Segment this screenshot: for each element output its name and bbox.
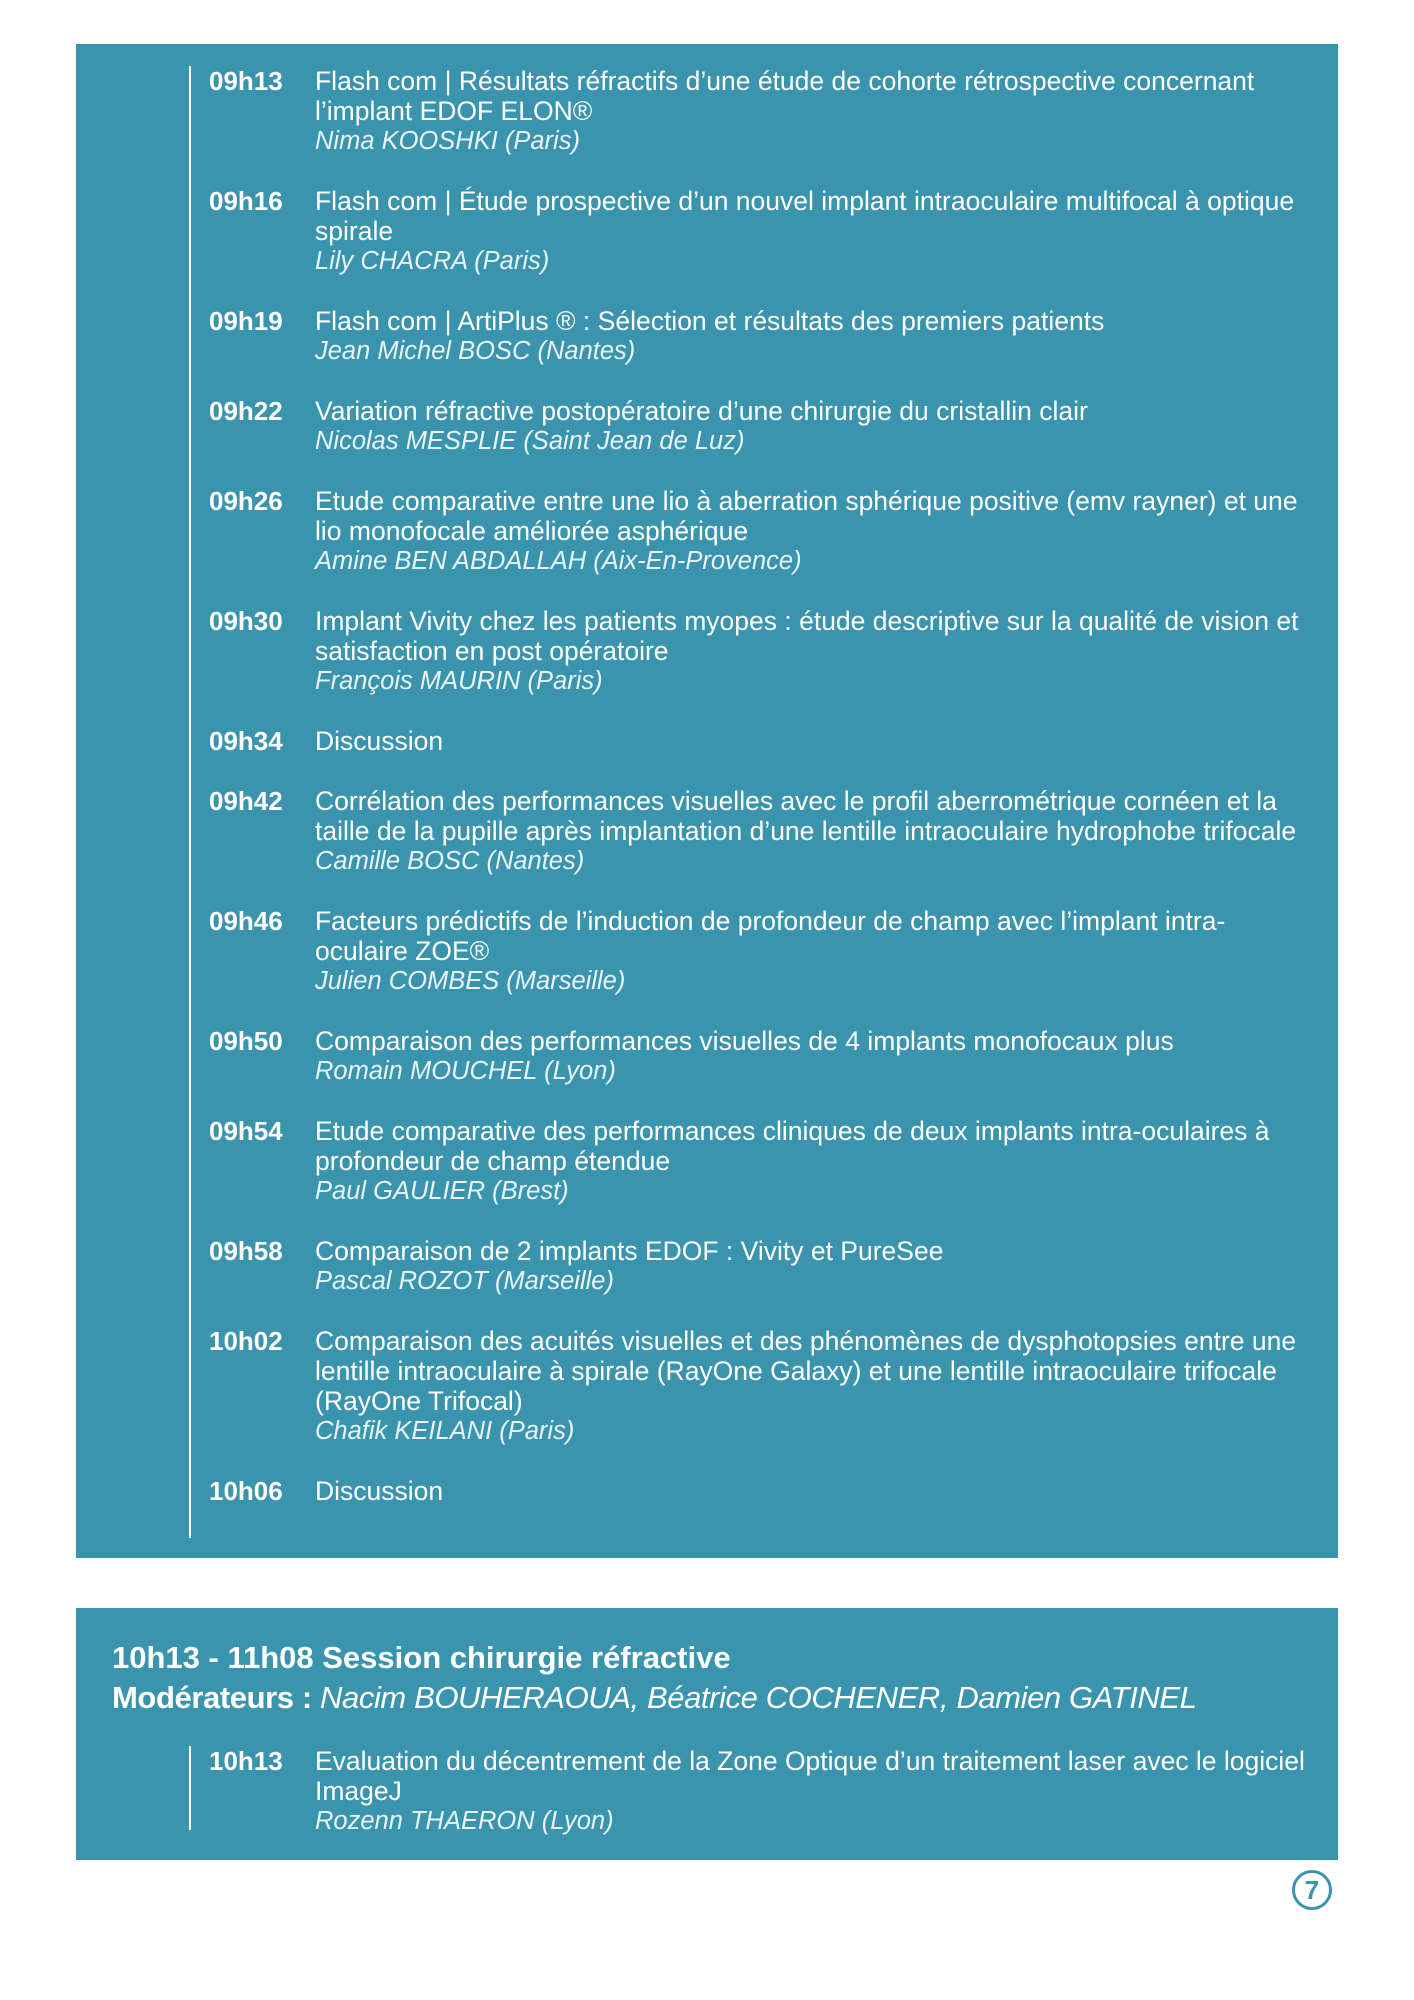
item-title: Etude comparative des performances cliniques de deux implants intra-oculaires à profondeur de champ étendue	[315, 1116, 1270, 1176]
program-item-discussion	[191, 1476, 1318, 1506]
program-panel	[76, 44, 1338, 1558]
item-title: Discussion	[315, 1476, 444, 1506]
item-title: Flash com | Résultats réfractifs d’une étude de cohorte rétrospective concernant l’implant EDOF ELON®	[315, 66, 1255, 126]
item-content	[315, 1326, 1318, 1446]
item-content	[315, 1116, 1318, 1206]
item-time: 10h06	[209, 1476, 283, 1506]
session-header	[112, 1638, 1318, 1718]
item-time: 09h19	[209, 306, 283, 336]
item-content	[315, 1026, 1318, 1086]
item-speaker: Paul GAULIER (Brest)	[315, 1177, 569, 1205]
item-time: 09h42	[209, 786, 283, 816]
program-item	[191, 786, 1318, 876]
item-speaker: Jean Michel BOSC (Nantes)	[315, 337, 636, 365]
program-item	[191, 306, 1318, 366]
session-panel	[76, 1608, 1338, 1860]
program-item	[191, 1236, 1318, 1296]
item-content	[315, 606, 1318, 696]
item-time: 09h46	[209, 906, 283, 936]
program-item-discussion	[191, 726, 1318, 756]
program-item	[191, 606, 1318, 696]
item-title: Flash com | ArtiPlus ® : Sélection et résultats des premiers patients	[315, 306, 1105, 336]
program-item	[191, 66, 1318, 156]
item-title: Evaluation du décentrement de la Zone Optique d’un traitement laser avec le logiciel ImageJ	[315, 1746, 1305, 1806]
item-content	[315, 66, 1318, 156]
session-list	[189, 1746, 1318, 1835]
program-item	[191, 1026, 1318, 1086]
item-title: Etude comparative entre une lio à aberration sphérique positive (emv rayner) et une lio monofocale améliorée asphérique	[315, 486, 1298, 546]
item-time: 10h13	[209, 1746, 283, 1776]
item-time: 09h22	[209, 396, 283, 426]
item-time: 09h54	[209, 1116, 283, 1146]
program-item	[191, 186, 1318, 276]
item-content	[315, 186, 1318, 276]
program-item	[191, 1116, 1318, 1206]
item-content	[315, 726, 1318, 756]
item-time: 09h13	[209, 66, 283, 96]
item-time: 09h30	[209, 606, 283, 636]
item-time: 09h16	[209, 186, 283, 216]
moderators-names: Nacim BOUHERAOUA, Béatrice COCHENER, Damien GATINEL	[320, 1680, 1197, 1715]
session-moderators	[112, 1678, 1318, 1718]
item-title: Implant Vivity chez les patients myopes : étude descriptive sur la qualité de vision et satisfaction en post opératoire	[315, 606, 1299, 666]
item-title: Comparaison de 2 implants EDOF : Vivity et PureSee	[315, 1236, 944, 1266]
item-content	[315, 486, 1318, 576]
item-speaker: François MAURIN (Paris)	[315, 667, 603, 695]
item-content	[315, 1476, 1318, 1506]
item-title: Comparaison des acuités visuelles et des phénomènes de dysphotopsies entre une lentille intraoculaire à spirale (RayOne Galaxy) et une lentille intraoculaire trifocale (RayOne Trifocal)	[315, 1326, 1297, 1416]
program-list	[189, 66, 1318, 1538]
item-time: 10h02	[209, 1326, 283, 1356]
moderators-label: Modérateurs :	[112, 1680, 312, 1715]
item-speaker: Pascal ROZOT (Marseille)	[315, 1267, 614, 1295]
item-title: Variation réfractive postopératoire d’une chirurgie du cristallin clair	[315, 396, 1088, 426]
item-title: Comparaison des performances visuelles de 4 implants monofocaux plus	[315, 1026, 1174, 1056]
session-title: 10h13 - 11h08 Session chirurgie réfractive	[112, 1640, 731, 1675]
item-content	[315, 786, 1318, 876]
item-speaker: Amine BEN ABDALLAH (Aix-En-Provence)	[315, 547, 802, 575]
session-item	[191, 1746, 1318, 1836]
item-speaker: Rozenn THAERON (Lyon)	[315, 1807, 614, 1835]
item-time: 09h26	[209, 486, 283, 516]
item-speaker: Nima KOOSHKI (Paris)	[315, 127, 580, 155]
item-speaker: Nicolas MESPLIE (Saint Jean de Luz)	[315, 427, 745, 455]
item-speaker: Romain MOUCHEL (Lyon)	[315, 1057, 616, 1085]
program-item	[191, 1326, 1318, 1446]
item-content	[315, 906, 1318, 996]
item-title: Discussion	[315, 726, 444, 756]
program-item	[191, 396, 1318, 456]
program-item	[191, 906, 1318, 996]
item-content	[315, 1746, 1318, 1836]
program-item	[191, 486, 1318, 576]
item-time: 09h34	[209, 726, 283, 756]
item-title: Facteurs prédictifs de l’induction de profondeur de champ avec l’implant intra-oculaire ZOE®	[315, 906, 1226, 966]
item-content	[315, 396, 1318, 456]
item-speaker: Lily CHACRA (Paris)	[315, 247, 550, 275]
item-time: 09h50	[209, 1026, 283, 1056]
item-content	[315, 1236, 1318, 1296]
item-speaker: Julien COMBES (Marseille)	[315, 967, 626, 995]
item-time: 09h58	[209, 1236, 283, 1266]
item-title: Flash com | Étude prospective d’un nouvel implant intraoculaire multifocal à optique spirale	[315, 186, 1295, 246]
page-number: 7	[1292, 1870, 1332, 1910]
item-speaker: Chafik KEILANI (Paris)	[315, 1417, 575, 1445]
item-speaker: Camille BOSC (Nantes)	[315, 847, 585, 875]
item-content	[315, 306, 1318, 366]
item-title: Corrélation des performances visuelles avec le profil aberrométrique cornéen et la taille de la pupille après implantation d’une lentille intraoculaire hydrophobe trifocale	[315, 786, 1297, 846]
